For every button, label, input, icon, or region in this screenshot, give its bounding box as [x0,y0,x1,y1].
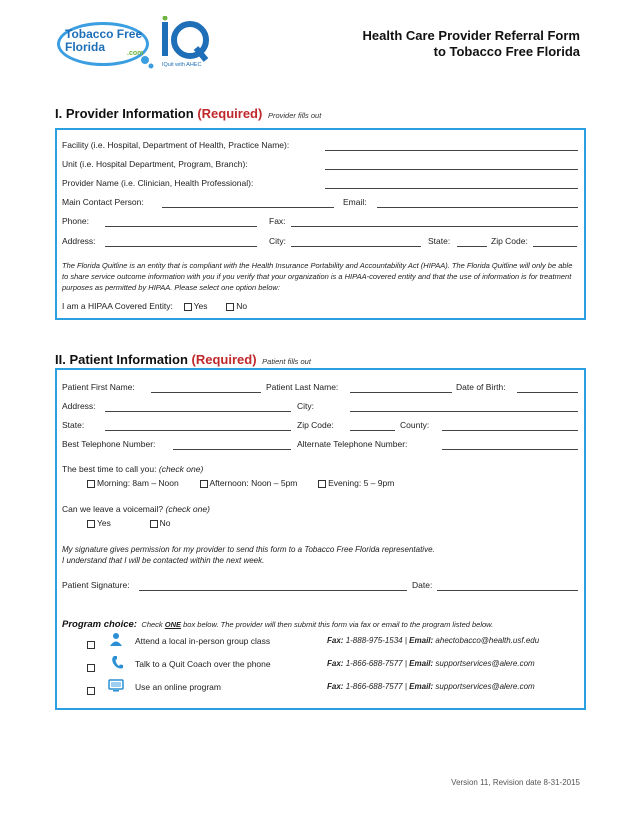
zip-field[interactable] [533,237,577,247]
hipaa-yes-label: Yes [193,301,208,311]
hipaa-no-checkbox[interactable] [226,303,234,311]
dob-label: Date of Birth: [456,382,506,392]
main-contact-label: Main Contact Person: [62,197,144,207]
iquit-subtext: IQuit with AHEC [162,62,202,68]
afternoon-checkbox[interactable] [200,480,208,488]
voicemail-row [62,504,210,514]
voicemail-label: Can we leave a voicemail? [62,504,164,514]
alt-phone-field[interactable] [442,440,578,450]
separator-2: | [404,682,407,691]
phone-field[interactable] [105,217,257,227]
evening-label: Evening: 5 – 9pm [328,478,395,488]
facility-field[interactable] [325,141,578,151]
program-group-contact [327,636,539,645]
fax-field[interactable] [291,217,578,227]
hipaa-question: I am a HIPAA Covered Entity: [62,301,173,311]
patient-zip-label: Zip Code: [297,420,334,430]
computer-icon [108,679,124,697]
separator-0: | [404,636,407,645]
phone-label: Phone: [62,216,89,226]
address-field[interactable] [105,237,257,247]
county-field[interactable] [442,421,578,431]
email-label-1: Email: [409,659,434,668]
form-title [363,28,580,60]
program-phone-contact [327,659,535,668]
afternoon-label: Afternoon: Noon – 5pm [209,478,298,488]
hipaa-no-label: No [236,301,248,311]
fax-label-0: Fax: [327,636,344,645]
patient-city-label: City: [297,401,314,411]
first-name-field[interactable] [151,383,261,393]
email-label: Email: [343,197,367,207]
consent-line-2: I understand that I will be contacted within the next week. [62,556,265,565]
patient-info-box [55,368,586,710]
best-time-row [62,464,203,474]
hipaa-row [62,301,247,311]
fax-label: Fax: [269,216,286,226]
patient-state-label: State: [62,420,85,430]
signature-field[interactable] [139,581,407,591]
state-label: State: [428,236,451,246]
email-address-0: ahectobacco@health.usf.edu [435,636,540,645]
iquit-logo [160,16,212,72]
patient-state-field[interactable] [105,421,291,431]
email-label-2: Email: [409,682,434,691]
best-time-label: The best time to call you: [62,464,157,474]
program-online-contact [327,682,535,691]
best-phone-field[interactable] [173,440,291,450]
city-field[interactable] [291,237,421,247]
person-icon [109,632,123,651]
consent-line-1: My signature gives permission for my provider to send this form to a Tobacco Free Florida representative. [62,545,435,554]
state-field[interactable] [457,237,487,247]
patient-zip-field[interactable] [350,421,395,431]
separator-1: | [404,659,407,668]
signature-label: Patient Signature: [62,580,130,590]
last-name-label: Patient Last Name: [266,382,339,392]
voicemail-yes-checkbox[interactable] [87,520,95,528]
best-time-check-one: (check one) [158,464,204,474]
phone-icon [111,655,123,675]
date-field[interactable] [437,581,578,591]
tobacco-free-florida-logo [55,18,155,70]
program-online-checkbox[interactable] [87,687,95,695]
first-name-label: Patient First Name: [62,382,135,392]
program-row-group [87,636,97,654]
fax-number-1: 1-866-688-7577 [345,659,403,668]
program-choice-instructions [141,620,493,629]
hipaa-text: The Florida Quitline is an entity that is compliant with the Health Insurance Portability and Accountability Act (HIPAA). The Florida Quitline will only be able to share service outcome information with you if you verify that your organization is a HIPAA-covered entity and that the use of information is for treatment purposes as permitted by HIPAA. Please select one option below: [62,261,573,292]
fax-number-0: 1-888-975-1534 [345,636,403,645]
morning-checkbox[interactable] [87,480,95,488]
program-online-label: Use an online program [135,682,221,692]
date-label: Date: [412,580,433,590]
provider-info-box [55,128,586,320]
best-phone-label: Best Telephone Number: [62,439,156,449]
email-address-1: supportservices@alere.com [435,659,535,668]
section2-heading [55,352,311,367]
patient-address-label: Address: [62,401,96,411]
hipaa-yes-checkbox[interactable] [184,303,192,311]
unit-field[interactable] [325,160,578,170]
call-time-options [87,478,394,488]
pc-sub-a: Check [141,620,165,629]
city-label: City: [269,236,286,246]
voicemail-no-checkbox[interactable] [150,520,158,528]
voicemail-no-label: No [159,518,171,528]
program-phone-checkbox[interactable] [87,664,95,672]
main-contact-field[interactable] [162,198,334,208]
title-line-1: Health Care Provider Referral Form [362,28,580,43]
zip-label: Zip Code: [491,236,528,246]
county-label: County: [400,420,430,430]
program-row-phone [87,659,97,677]
last-name-field[interactable] [350,383,452,393]
section2-sub: Patient fills out [262,357,311,366]
program-choice-row [62,614,493,632]
section1-heading [55,106,321,121]
program-phone-label: Talk to a Quit Coach over the phone [135,659,271,669]
provider-name-label: Provider Name (i.e. Clinician, Health Professional): [62,178,254,188]
voicemail-check-one: (check one) [165,504,210,514]
section1-required: (Required) [197,106,263,121]
logo-text: Tobacco Free Florida [65,27,143,54]
program-group-checkbox[interactable] [87,641,95,649]
title-line-2: to Tobacco Free Florida [433,44,580,59]
unit-label: Unit (i.e. Hospital Department, Program, Branch): [62,159,248,169]
program-row-online [87,682,97,700]
evening-checkbox[interactable] [318,480,326,488]
morning-label: Morning: 8am – Noon [97,478,179,488]
voicemail-options [87,518,171,528]
section1-title: I. Provider Information [55,106,194,121]
patient-address-field[interactable] [105,402,291,412]
pc-sub-one: ONE [164,620,182,629]
program-group-label: Attend a local in-person group class [135,636,271,646]
voicemail-yes-label: Yes [97,518,111,528]
email-field[interactable] [377,198,578,208]
email-label-0: Email: [409,636,434,645]
section2-required: (Required) [191,352,257,367]
section1-sub: Provider fills out [267,111,322,120]
signature-consent [62,544,577,566]
section2-title: II. Patient Information [55,352,188,367]
pc-sub-b: box below. The provider will then submit this form via fax or email to the program listed below. [181,620,494,629]
provider-name-field[interactable] [325,179,578,189]
dob-field[interactable] [517,383,578,393]
patient-city-field[interactable] [350,402,578,412]
facility-label: Facility (i.e. Hospital, Department of Health, Practice Name): [62,140,290,150]
email-address-2: supportservices@alere.com [435,682,535,691]
fax-label-1: Fax: [327,659,344,668]
logo-subtext: .com [127,50,144,57]
program-choice-label: Program choice: [62,619,137,630]
alt-phone-label: Alternate Telephone Number: [297,439,408,449]
fax-label-2: Fax: [327,682,344,691]
fax-number-2: 1-866-688-7577 [345,682,403,691]
version-footer: Version 11, Revision date 8-31-2015 [451,778,580,787]
address-label: Address: [62,236,96,246]
